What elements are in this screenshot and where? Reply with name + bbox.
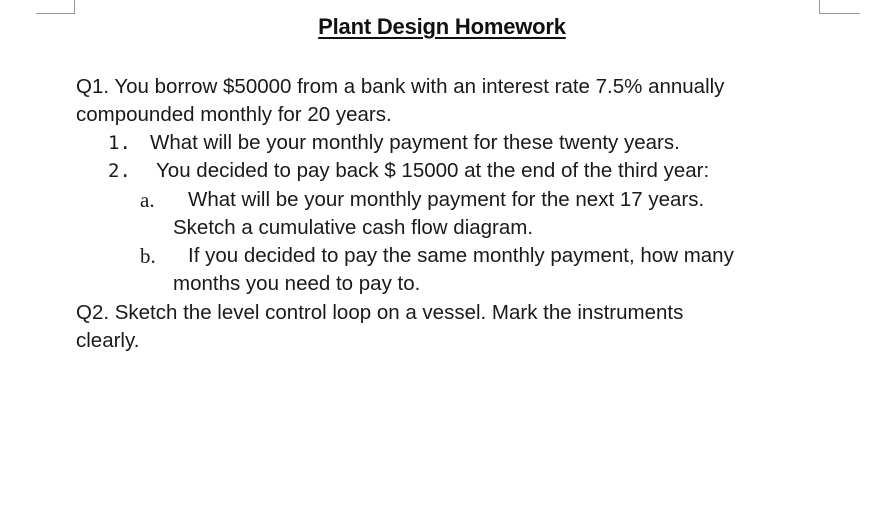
sub-list-item-marker: b. (140, 244, 156, 268)
sub-list-item (140, 186, 155, 215)
list-item-text: You decided to pay back $ 15000 at the end of the third year: (156, 159, 710, 182)
sub-list-item-text-line-2: Sketch a cumulative cash flow diagram. (173, 216, 534, 239)
q2-text-line-1: Q2. Sketch the level control loop on a vessel. Mark the instruments (76, 301, 684, 324)
q2-text-line-2: clearly. (76, 329, 140, 352)
sub-list-item-marker: a. (140, 188, 155, 212)
sub-list-item (140, 242, 156, 271)
sub-list-item-text-line-2: months you need to pay to. (173, 272, 421, 295)
list-item-marker: 2. (108, 160, 131, 182)
crop-mark-left (36, 0, 75, 14)
list-item (108, 129, 131, 157)
crop-mark-right (819, 0, 860, 14)
q1-text-line-2: compounded monthly for 20 years. (76, 103, 392, 126)
page-title: Plant Design Homework (318, 14, 566, 39)
q1-text-line-1: Q1. You borrow $50000 from a bank with an interest rate 7.5% annually (76, 75, 725, 98)
list-item-text: What will be your monthly payment for these twenty years. (150, 131, 680, 154)
sub-list-item-text-line-1: What will be your monthly payment for the next 17 years. (188, 188, 705, 211)
list-item-marker: 1. (108, 132, 131, 154)
list-item (108, 157, 131, 185)
sub-list-item-text-line-1: If you decided to pay the same monthly payment, how many (188, 244, 734, 267)
